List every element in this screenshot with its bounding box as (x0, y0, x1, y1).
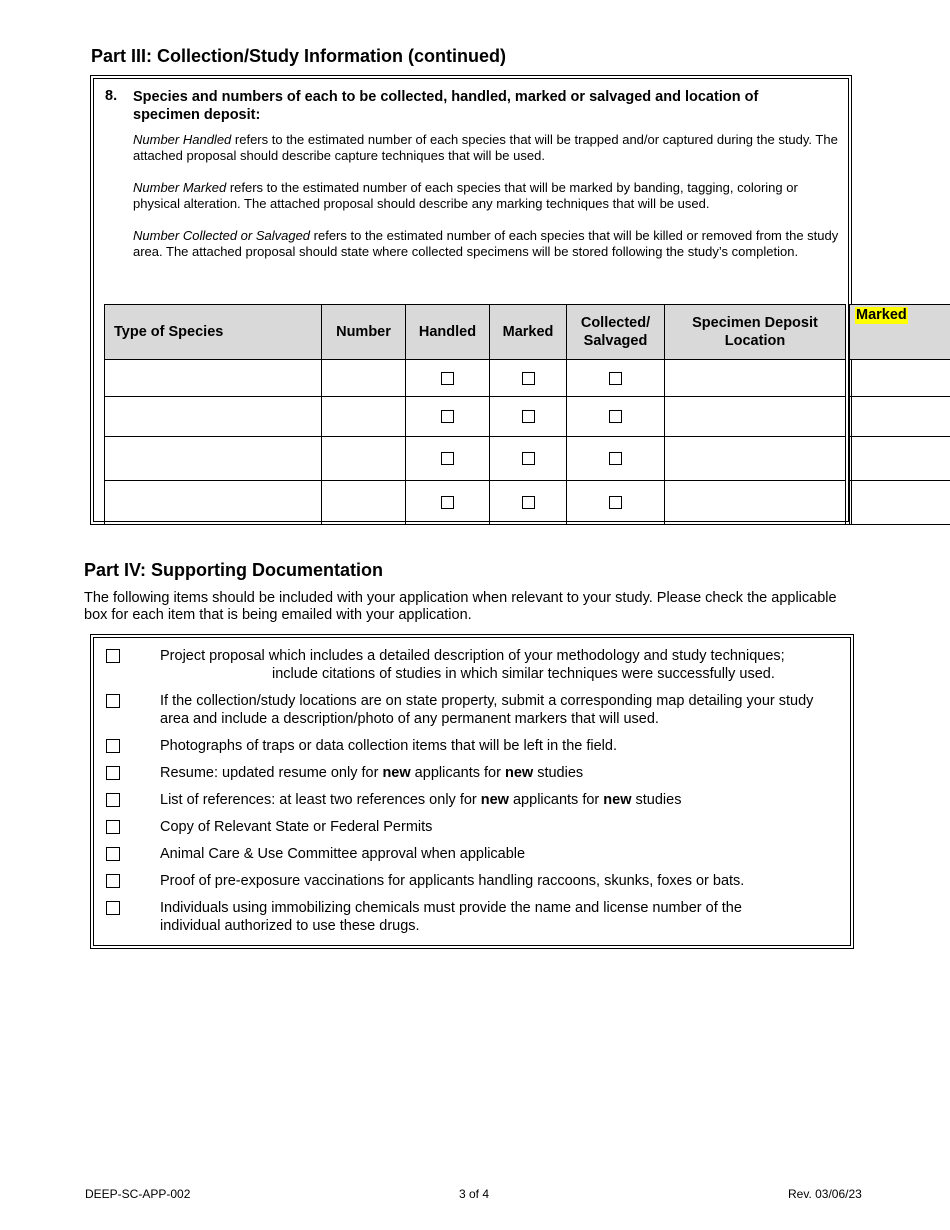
doc-checkbox-map[interactable] (106, 694, 120, 708)
definition-collected: Number Collected or Salvaged refers to the estimated number of each species that will be killed or removed from the study area. The attached proposal should state where collected specimens will be stored following the study’s completion. (133, 228, 839, 259)
species-type-cell[interactable] (105, 397, 322, 437)
handled-checkbox[interactable] (441, 372, 454, 385)
doc-item-map: If the collection/study locations are on state property, submit a corresponding map detailing your study area and include a description/photo of any permanent markers that will used. (160, 693, 814, 727)
doc-checkbox-vaccinations[interactable] (106, 874, 120, 888)
handled-checkbox[interactable] (441, 452, 454, 465)
header-specimen-deposit-location: Specimen Deposit Location (665, 305, 846, 360)
doc-item-immobilizing: Individuals using immobilizing chemicals must provide the name and license number of the individual authorized to use these drugs. (160, 900, 742, 934)
deposit-location-cell[interactable] (665, 481, 846, 525)
species-type-cell[interactable] (105, 360, 322, 397)
handled-checkbox[interactable] (441, 410, 454, 423)
overflow-row (850, 360, 950, 397)
marked-checkbox[interactable] (522, 410, 535, 423)
overflow-marked-label: Marked (856, 307, 907, 323)
table-row (105, 360, 846, 397)
doc-item-animal-care: Animal Care & Use Committee approval when applicable (160, 846, 526, 862)
species-table (104, 304, 846, 525)
collected-checkbox[interactable] (609, 496, 622, 509)
header-type-of-species: Type of Species (105, 305, 322, 360)
doc-checkbox-permits[interactable] (106, 820, 120, 834)
doc-item-photographs: Photographs of traps or data collection items that will be left in the field. (160, 738, 617, 754)
species-type-cell[interactable] (105, 437, 322, 481)
collected-checkbox[interactable] (609, 372, 622, 385)
species-number-cell[interactable] (322, 360, 406, 397)
marked-checkbox[interactable] (522, 496, 535, 509)
marked-checkbox[interactable] (522, 452, 535, 465)
part4-intro: The following items should be included with your application when relevant to your study. Please check the applicable box for each item that is being emailed with your application. (84, 590, 837, 623)
doc-checkbox-animal-care[interactable] (106, 847, 120, 861)
table-row (105, 397, 846, 437)
species-table-header (105, 305, 846, 360)
overflow-row (850, 481, 950, 525)
overflow-column (849, 304, 950, 525)
overflow-row (850, 397, 950, 437)
species-number-cell[interactable] (322, 437, 406, 481)
species-type-cell[interactable] (105, 481, 322, 525)
definition-marked: Number Marked refers to the estimated number of each species that will be marked by banding, tagging, coloring or physical alteration. The attached proposal should describe any marking techniques that will be used. (133, 180, 798, 211)
collected-checkbox[interactable] (609, 452, 622, 465)
marked-checkbox[interactable] (522, 372, 535, 385)
header-number: Number (322, 305, 406, 360)
table-row (105, 437, 846, 481)
handled-checkbox[interactable] (441, 496, 454, 509)
question-title: Species and numbers of each to be collected, handled, marked or salvaged and location of specimen deposit: (133, 89, 759, 123)
species-number-cell[interactable] (322, 397, 406, 437)
species-number-cell[interactable] (322, 481, 406, 525)
doc-checkbox-proposal[interactable] (106, 649, 120, 663)
header-collected-salvaged: Collected/ Salvaged (567, 305, 665, 360)
definition-handled: Number Handled refers to the estimated number of each species that will be trapped and/or captured during the study. The attached proposal should describe capture techniques that will be used. (133, 132, 838, 163)
doc-item-vaccinations: Proof of pre-exposure vaccinations for applicants handling raccoons, skunks, foxes or bats. (160, 873, 745, 889)
deposit-location-cell[interactable] (665, 437, 846, 481)
footer-revision: Rev. 03/06/23 (788, 1187, 862, 1201)
doc-checkbox-resume[interactable] (106, 766, 120, 780)
overflow-row (850, 437, 950, 481)
doc-checkbox-photographs[interactable] (106, 739, 120, 753)
doc-item-proposal: Project proposal which includes a detailed description of your methodology and study techniques; include citations of studies in which similar techniques were successfully used. (160, 648, 785, 682)
deposit-location-cell[interactable] (665, 360, 846, 397)
deposit-location-cell[interactable] (665, 397, 846, 437)
part3-title: Part III: Collection/Study Information (continued) (91, 46, 506, 66)
part4-title: Part IV: Supporting Documentation (84, 560, 384, 580)
footer-form-id: DEEP-SC-APP-002 (85, 1187, 191, 1201)
collected-checkbox[interactable] (609, 410, 622, 423)
header-handled: Handled (406, 305, 490, 360)
doc-checkbox-immobilizing[interactable] (106, 901, 120, 915)
doc-item-permits: Copy of Relevant State or Federal Permits (160, 819, 433, 835)
doc-checkbox-references[interactable] (106, 793, 120, 807)
header-marked: Marked (490, 305, 567, 360)
table-row (105, 481, 846, 525)
doc-item-resume: Resume: updated resume only for new applicants for new studies (160, 765, 584, 781)
footer-page-number: 3 of 4 (459, 1187, 490, 1201)
doc-item-references: List of references: at least two references only for new applicants for new studies (160, 792, 682, 808)
question-number: 8. (105, 88, 118, 104)
